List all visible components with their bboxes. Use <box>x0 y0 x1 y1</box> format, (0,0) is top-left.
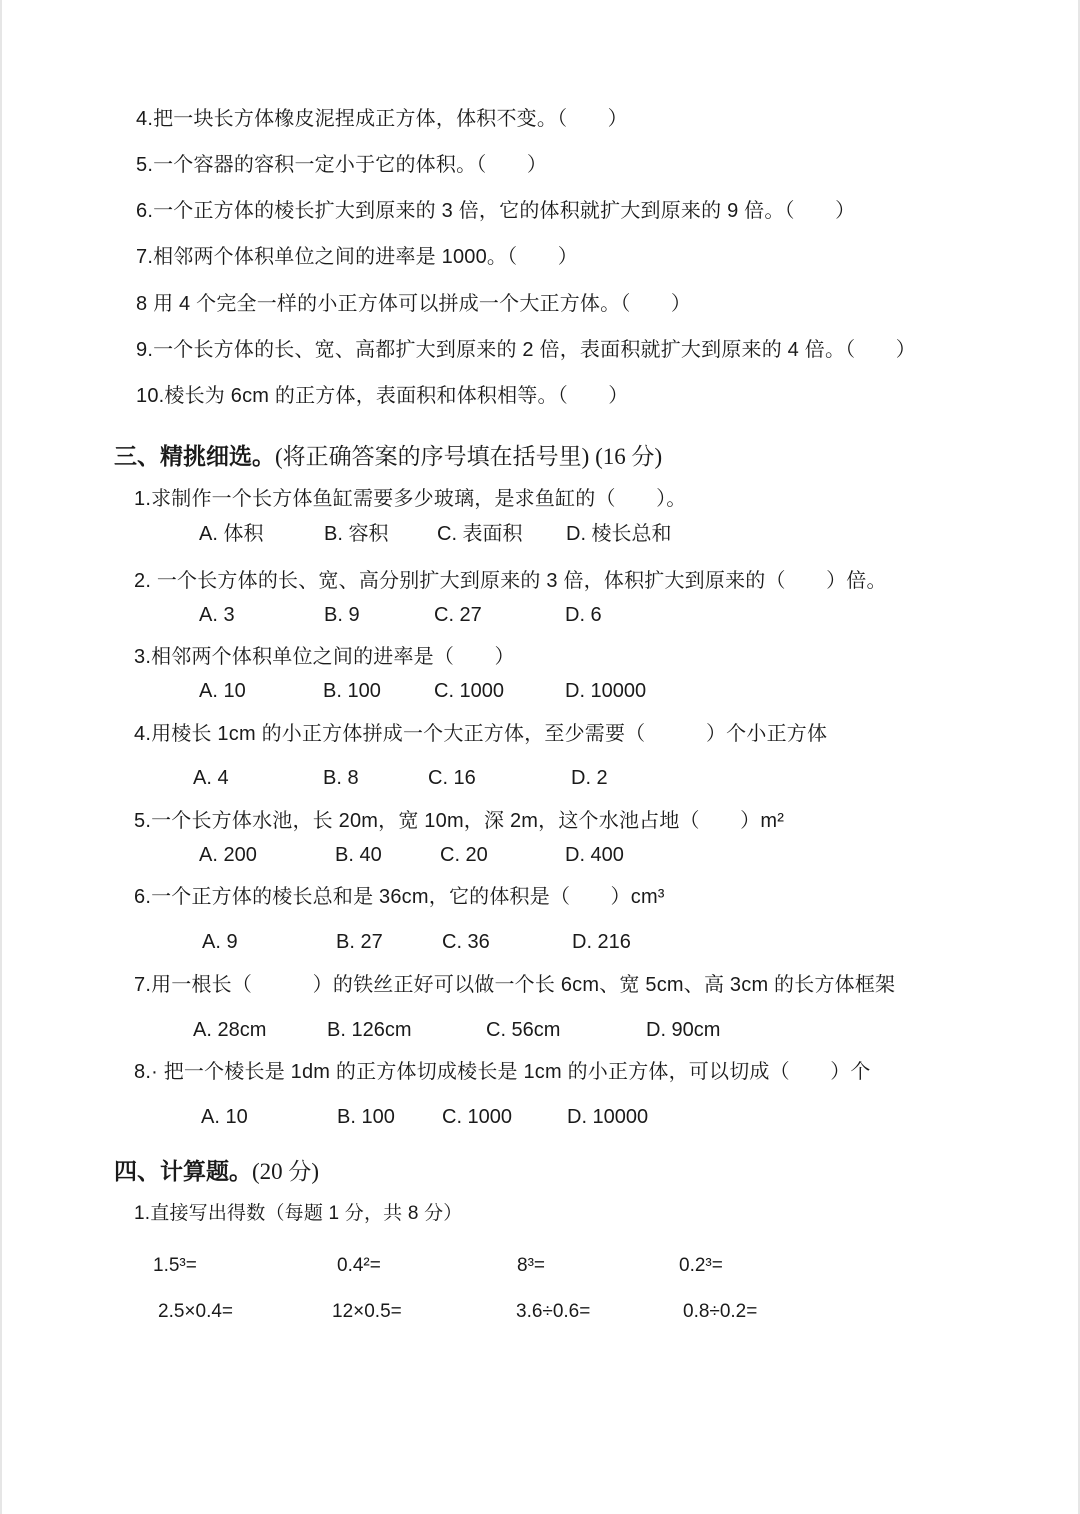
mc-q2-option-c: C. 27 <box>434 604 482 626</box>
mc-q4-option-a: A. 4 <box>193 767 229 789</box>
section-3-title: 三、精挑细选。 <box>114 444 275 470</box>
mc-question-3: 3.相邻两个体积单位之间的进率是（ ） <box>134 646 515 668</box>
mc-q8-option-d: D. 10000 <box>567 1106 649 1128</box>
tf-item-10: 10.棱长为 6cm 的正方体，表面积和体积相等。（ ） <box>136 385 629 407</box>
mc-q4-option-b: B. 8 <box>323 767 359 789</box>
mc-q1-option-b: B. 容积 <box>324 523 389 545</box>
section-3-note: (将正确答案的序号填在括号里) (16 分) <box>275 444 663 469</box>
tf-item-8: 8 用 4 个完全一样的小正方体可以拼成一个大正方体。（ ） <box>136 293 692 315</box>
mc-question-7: 7.用一根长（ ）的铁丝正好可以做一个长 6cm、宽 5cm、高 3cm 的长方体框架 <box>134 974 896 996</box>
mc-q6-option-b: B. 27 <box>336 931 383 953</box>
mc-question-1: 1.求制作一个长方体鱼缸需要多少玻璃，是求鱼缸的（ ）。 <box>134 488 687 510</box>
mc-q7-option-c: C. 56cm <box>486 1019 561 1041</box>
section-4-title: 四、计算题。 <box>114 1159 252 1185</box>
section-4-note: (20 分) <box>252 1159 320 1184</box>
mc-q3-option-b: B. 100 <box>323 680 381 702</box>
mc-q5-option-c: C. 20 <box>440 844 488 866</box>
mc-q6-option-a: A. 9 <box>202 931 238 953</box>
calc-item-7: 3.6÷0.6= <box>516 1301 591 1322</box>
section-3-heading <box>114 440 662 473</box>
mc-q7-option-b: B. 126cm <box>327 1019 412 1041</box>
mc-q3-option-d: D. 10000 <box>565 680 647 702</box>
tf-item-4: 4.把一块长方体橡皮泥捏成正方体，体积不变。（ ） <box>136 108 628 130</box>
calc-item-5: 2.5×0.4= <box>158 1301 234 1322</box>
mc-q1-option-c: C. 表面积 <box>437 523 523 545</box>
calc-item-6: 12×0.5= <box>332 1301 402 1322</box>
mc-question-2: 2. 一个长方体的长、宽、高分别扩大到原来的 3 倍，体积扩大到原来的（ ）倍。 <box>134 570 887 592</box>
mc-q2-option-a: A. 3 <box>199 604 235 626</box>
calc-subsection-1: 1.直接写出得数（每题 1 分，共 8 分） <box>134 1203 463 1224</box>
tf-item-9: 9.一个长方体的长、宽、高都扩大到原来的 2 倍，表面积就扩大到原来的 4 倍。（ ） <box>136 339 916 361</box>
mc-q2-option-d: D. 6 <box>565 604 602 626</box>
mc-q3-option-a: A. 10 <box>199 680 246 702</box>
calc-item-4: 0.2³= <box>679 1255 723 1276</box>
mc-q1-option-a: A. 体积 <box>199 523 264 545</box>
tf-item-6: 6.一个正方体的棱长扩大到原来的 3 倍，它的体积就扩大到原来的 9 倍。（ ） <box>136 200 856 222</box>
calc-item-3: 8³= <box>517 1255 545 1276</box>
mc-question-8: 8.· 把一个棱长是 1dm 的正方体切成棱长是 1cm 的小正方体，可以切成（ ）个 <box>134 1061 871 1083</box>
mc-question-4: 4.用棱长 1cm 的小正方体拼成一个大正方体，至少需要（ ）个小正方体 <box>134 723 828 745</box>
mc-q5-option-a: A. 200 <box>199 844 257 866</box>
mc-q8-option-a: A. 10 <box>201 1106 248 1128</box>
mc-q6-option-d: D. 216 <box>572 931 631 953</box>
mc-q8-option-b: B. 100 <box>337 1106 395 1128</box>
section-4-heading <box>114 1155 319 1188</box>
calc-item-2: 0.4²= <box>337 1255 381 1276</box>
mc-question-6: 6.一个正方体的棱长总和是 36cm，它的体积是（ ）cm³ <box>134 886 665 908</box>
tf-item-7: 7.相邻两个体积单位之间的进率是 1000。（ ） <box>136 246 578 268</box>
mc-q4-option-d: D. 2 <box>571 767 608 789</box>
mc-q3-option-c: C. 1000 <box>434 680 505 702</box>
mc-q8-option-c: C. 1000 <box>442 1106 513 1128</box>
mc-q5-option-b: B. 40 <box>335 844 382 866</box>
mc-q7-option-a: A. 28cm <box>193 1019 267 1041</box>
mc-q2-option-b: B. 9 <box>324 604 360 626</box>
mc-q4-option-c: C. 16 <box>428 767 476 789</box>
mc-q7-option-d: D. 90cm <box>646 1019 721 1041</box>
mc-q1-option-d: D. 棱长总和 <box>566 523 672 545</box>
mc-q5-option-d: D. 400 <box>565 844 624 866</box>
calc-item-8: 0.8÷0.2= <box>683 1301 758 1322</box>
calc-item-1: 1.5³= <box>153 1255 197 1276</box>
mc-question-5: 5.一个长方体水池，长 20m，宽 10m，深 2m，这个水池占地（ ）m² <box>134 810 785 832</box>
mc-q6-option-c: C. 36 <box>442 931 490 953</box>
tf-item-5: 5.一个容器的容积一定小于它的体积。（ ） <box>136 154 548 176</box>
